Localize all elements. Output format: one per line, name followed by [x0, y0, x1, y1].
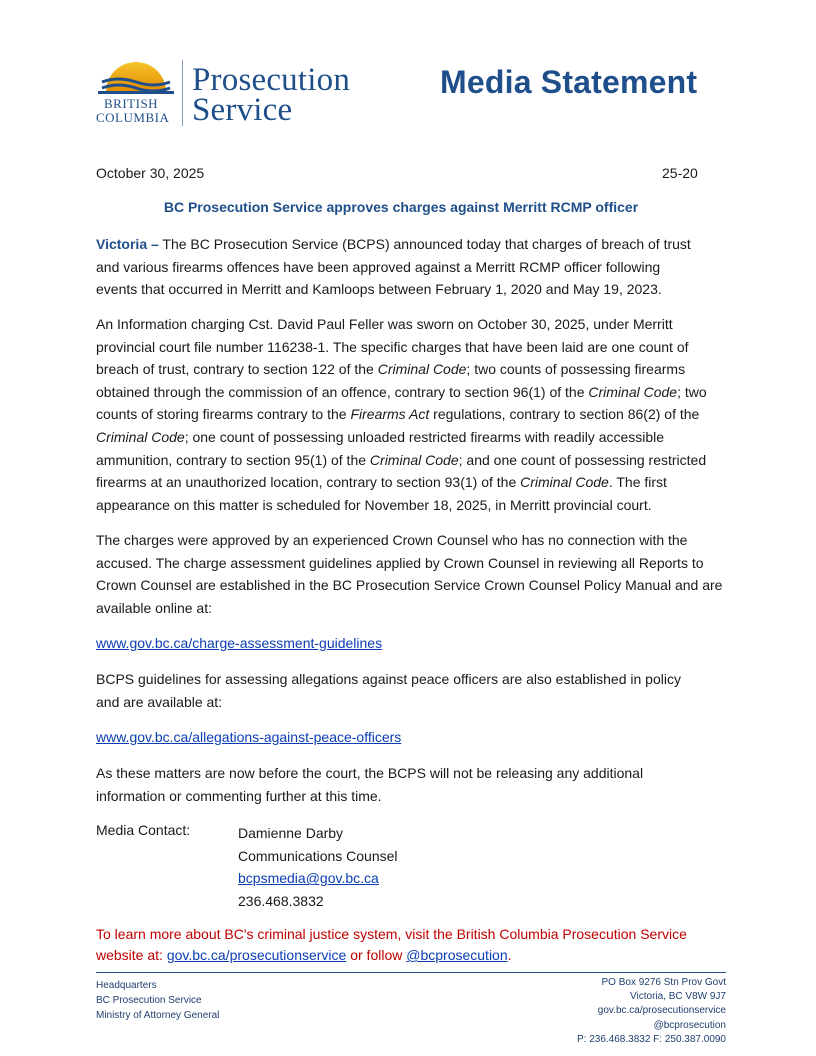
- footer-org: BC Prosecution Service: [96, 995, 202, 1006]
- firearms-act-ref: Firearms Act: [350, 406, 430, 423]
- charges-text-6: ; and one count of possessing restricted firearms at an unauthorized location, contrary to section 93(1) of the: [96, 451, 707, 491]
- charges-text-4: regulations, contrary to section 86(2) of the: [429, 406, 700, 423]
- statement-number: 25-20: [662, 165, 698, 181]
- footer-ministry: Ministry of Attorney General: [96, 1010, 220, 1021]
- logo-word-service: Service: [192, 92, 293, 128]
- criminal-code-ref: Criminal Code: [369, 451, 459, 468]
- learn-more-notice: [96, 924, 726, 966]
- footer-left: [96, 978, 219, 1023]
- statement-date: October 30, 2025: [96, 165, 205, 181]
- learn-more-text: or follow: [346, 947, 407, 963]
- charges-text-5: ; one count of possessing unloaded restricted firearms with readily accessible ammunition, contrary to section 95(1) of the: [96, 428, 665, 468]
- charge-assessment-link[interactable]: www.gov.bc.ca/charge-assessment-guidelines: [96, 635, 383, 651]
- dateline: Victoria –: [96, 236, 159, 252]
- footer-website: gov.bc.ca/prosecutionservice: [597, 1005, 726, 1017]
- paragraph-guidelines: BCPS guidelines for assessing allegations against peace officers are also established in policy and are available at:: [96, 671, 681, 710]
- footer-hq: Headquarters: [96, 980, 157, 991]
- charges-text-3: ; two counts of storing firearms contrary to the: [96, 383, 707, 423]
- criminal-code-ref: Criminal Code: [588, 383, 678, 400]
- prosecution-service-link[interactable]: gov.bc.ca/prosecutionservice: [166, 947, 347, 963]
- footer-right: [577, 976, 726, 1047]
- learn-more-text: To learn more about BC's criminal justice system, visit the British Columbia Prosecution Service website at:: [96, 926, 687, 963]
- logo-word-prosecution: Prosecution: [192, 62, 351, 98]
- criminal-code-ref: Criminal Code: [520, 474, 609, 491]
- page-title: Media Statement: [440, 64, 698, 100]
- media-contact-block: [238, 822, 398, 912]
- contact-role: Communications Counsel: [238, 847, 398, 864]
- contact-name: Damienne Darby: [238, 825, 344, 841]
- bc-sun-logo-icon: [98, 60, 174, 94]
- footer-po-box: PO Box 9276 Stn Prov Govt: [601, 977, 726, 988]
- logo-columbia-text: COLUMBIA: [96, 110, 170, 125]
- footer-divider: [96, 972, 726, 973]
- footer-city: Victoria, BC V8W 9J7: [630, 991, 726, 1003]
- logo-divider: [182, 60, 183, 126]
- paragraph-intro: [96, 233, 696, 301]
- learn-more-text: .: [507, 947, 512, 963]
- paragraph-charges: [96, 313, 732, 516]
- charges-text-1: An Information charging Cst. David Paul Feller was sworn on October 30, 2025, under Merritt provincial court file number 116238-1. The specific charges that have been laid are one count of breach of trust, contrary to section 122 of the: [96, 316, 689, 378]
- peace-officers-link[interactable]: www.gov.bc.ca/allegations-against-peace-officers: [96, 729, 402, 745]
- charges-text-7: . The first appearance on this matter is scheduled for November 18, 2025, in Merritt provincial court.: [96, 474, 667, 513]
- twitter-handle-link[interactable]: @bcprosecution: [406, 947, 508, 963]
- contact-email-link[interactable]: bcpsmedia@gov.bc.ca: [238, 870, 379, 887]
- intro-text: The BC Prosecution Service (BCPS) announced today that charges of breach of trust and various firearms offences have been approved against a Merritt RCMP officer following events that occurred in Merritt and Kamloops between February 1, 2020 and May 19, 2023.: [96, 236, 691, 298]
- contact-phone: 236.468.3832: [238, 892, 324, 909]
- headline: BC Prosecution Service approves charges against Merritt RCMP officer: [163, 199, 639, 215]
- criminal-code-ref: Criminal Code: [377, 361, 467, 378]
- charges-text-2: ; two counts of possessing firearms obtained through the commission of an offence, contrary to section 96(1) of the: [96, 361, 686, 400]
- criminal-code-ref: Criminal Code: [96, 428, 185, 445]
- paragraph-closing: As these matters are now before the court, the BCPS will not be releasing any additional information or commenting further at this time.: [96, 765, 644, 804]
- footer-phone-fax: P: 236.468.3832 F: 250.387.0090: [576, 1033, 726, 1045]
- paragraph-approval: The charges were approved by an experienced Crown Counsel who has no connection with the accused. The charge assessment guidelines applied by Crown Counsel in reviewing all Reports to Crown Counsel are established in the BC Prosecution Service Crown Counsel Policy Manual and are available online at:: [96, 532, 723, 616]
- footer-handle: @bcprosecution: [653, 1019, 726, 1031]
- media-contact-label: Media Contact:: [96, 822, 191, 838]
- logo-british-text: BRITISH: [104, 96, 159, 111]
